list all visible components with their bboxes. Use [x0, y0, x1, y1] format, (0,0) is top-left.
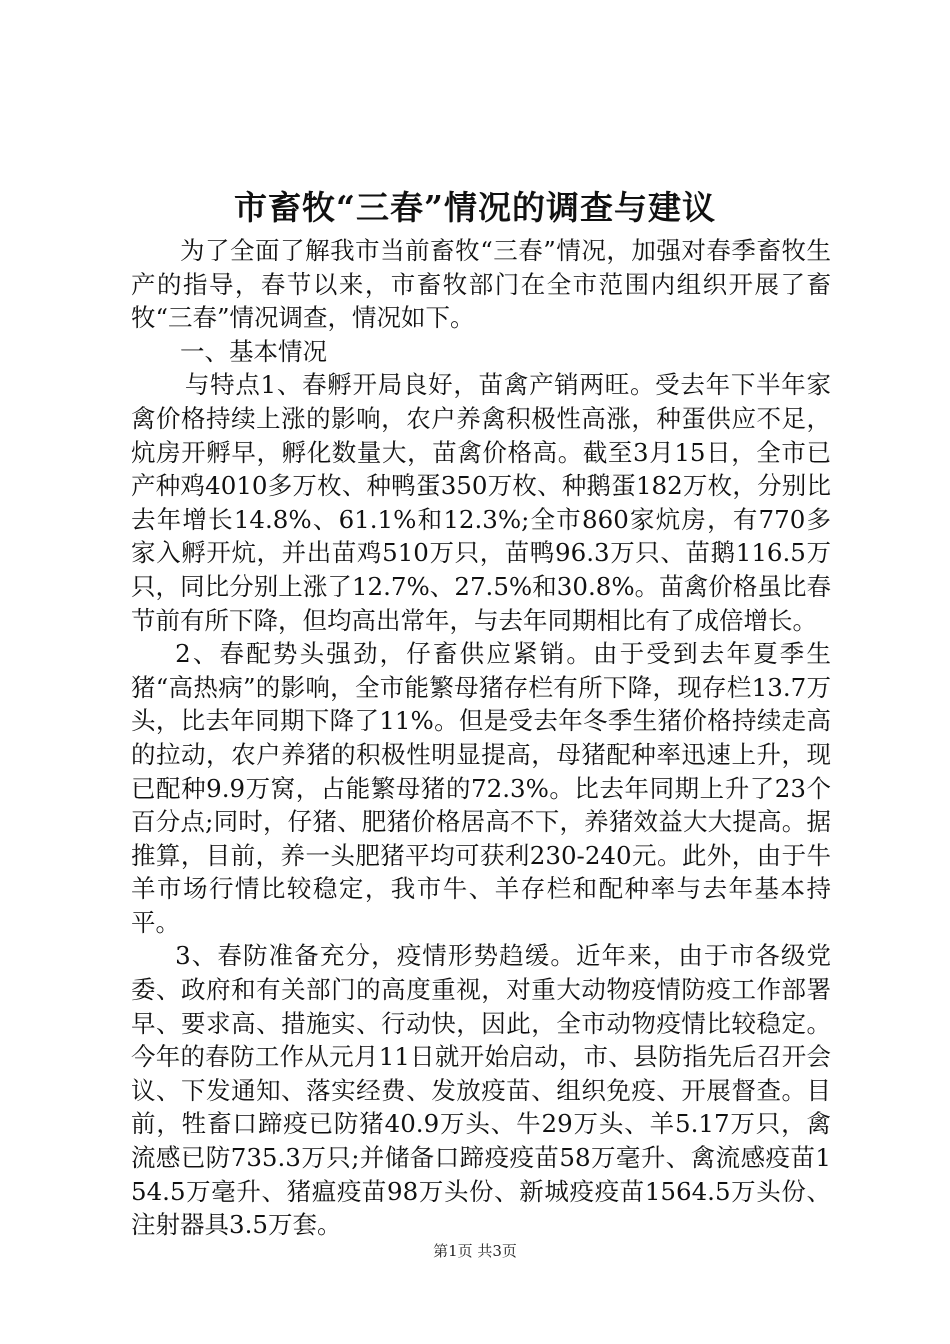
- page-footer: 第1页 共3页: [433, 1242, 517, 1260]
- intro-paragraph: 为了全面了解我市当前畜牧“三春”情况，加强对春季畜牧生产的指导，春节以来，市畜牧部门在全市范围内组织开展了畜牧“三春”情况调查，情况如下。: [131, 236, 831, 333]
- paragraph-spring-epidemic-prevention: 3、春防准备充分，疫情形势趋缓。近年来，由于市各级党委、政府和有关部门的高度重视，对重大动物疫情防疫工作部署早、要求高、措施实、行动快，因此，全市动物疫情比较稳定。今年的春防工作从元月11日就开始启动，市、县防指先后召开会议、下发通知、落实经费、发放疫苗、组织免疫、开展督查。目前，牲畜口蹄疫已防猪40.9万头、牛29万头、羊5.17万只，禽流感已防735.3万只;并储备口蹄疫疫苗58万毫升、禽流感疫苗154.5万毫升、猪瘟疫苗98万头份、新城疫疫苗1564.5万头份、注射器具3.5万套。: [131, 941, 831, 1240]
- document-body: [131, 234, 831, 1242]
- document-title: 市畜牧“三春”情况的调查与建议: [234, 188, 716, 227]
- paragraph-spring-breeding: 2、春配势头强劲，仔畜供应紧销。由于受到去年夏季生猪“高热病”的影响，全市能繁母猪存栏有所下降，现存栏13.7万头，比去年同期下降了11%。但是受去年冬季生猪价格持续走高的拉动，农户养猪的积极性明显提高，母猪配种率迅速上升，现已配种9.9万窝，占能繁母猪的72.3%。比去年同期上升了23个百分点;同时，仔猪、肥猪价格居高不下，养猪效益大大提高。据推算，目前，养一头肥猪平均可获利230-240元。此外，由于牛羊市场行情比较稳定，我市牛、羊存栏和配种率与去年基本持平。: [131, 639, 831, 937]
- section-heading-basic: 一、基本情况: [180, 336, 327, 366]
- paragraph-spring-hatching: 与特点1、春孵开局良好，苗禽产销两旺。受去年下半年家禽价格持续上涨的影响，农户养禽积极性高涨，种蛋供应不足，炕房开孵早，孵化数量大，苗禽价格高。截至3月15日，全市已产种鸡4010多万枚、种鸭蛋350万枚、种鹅蛋182万枚，分别比去年增长14.8%、61.1%和12.3%;全市860家炕房，有770多家入孵开炕，并出苗鸡510万只，苗鸭96.3万只、苗鹅116.5万只，同比分别上涨了12.7%、27.5%和30.8%。苗禽价格虽比春节前有所下降，但均高出常年，与去年同期相比有了成倍增长。: [131, 370, 831, 635]
